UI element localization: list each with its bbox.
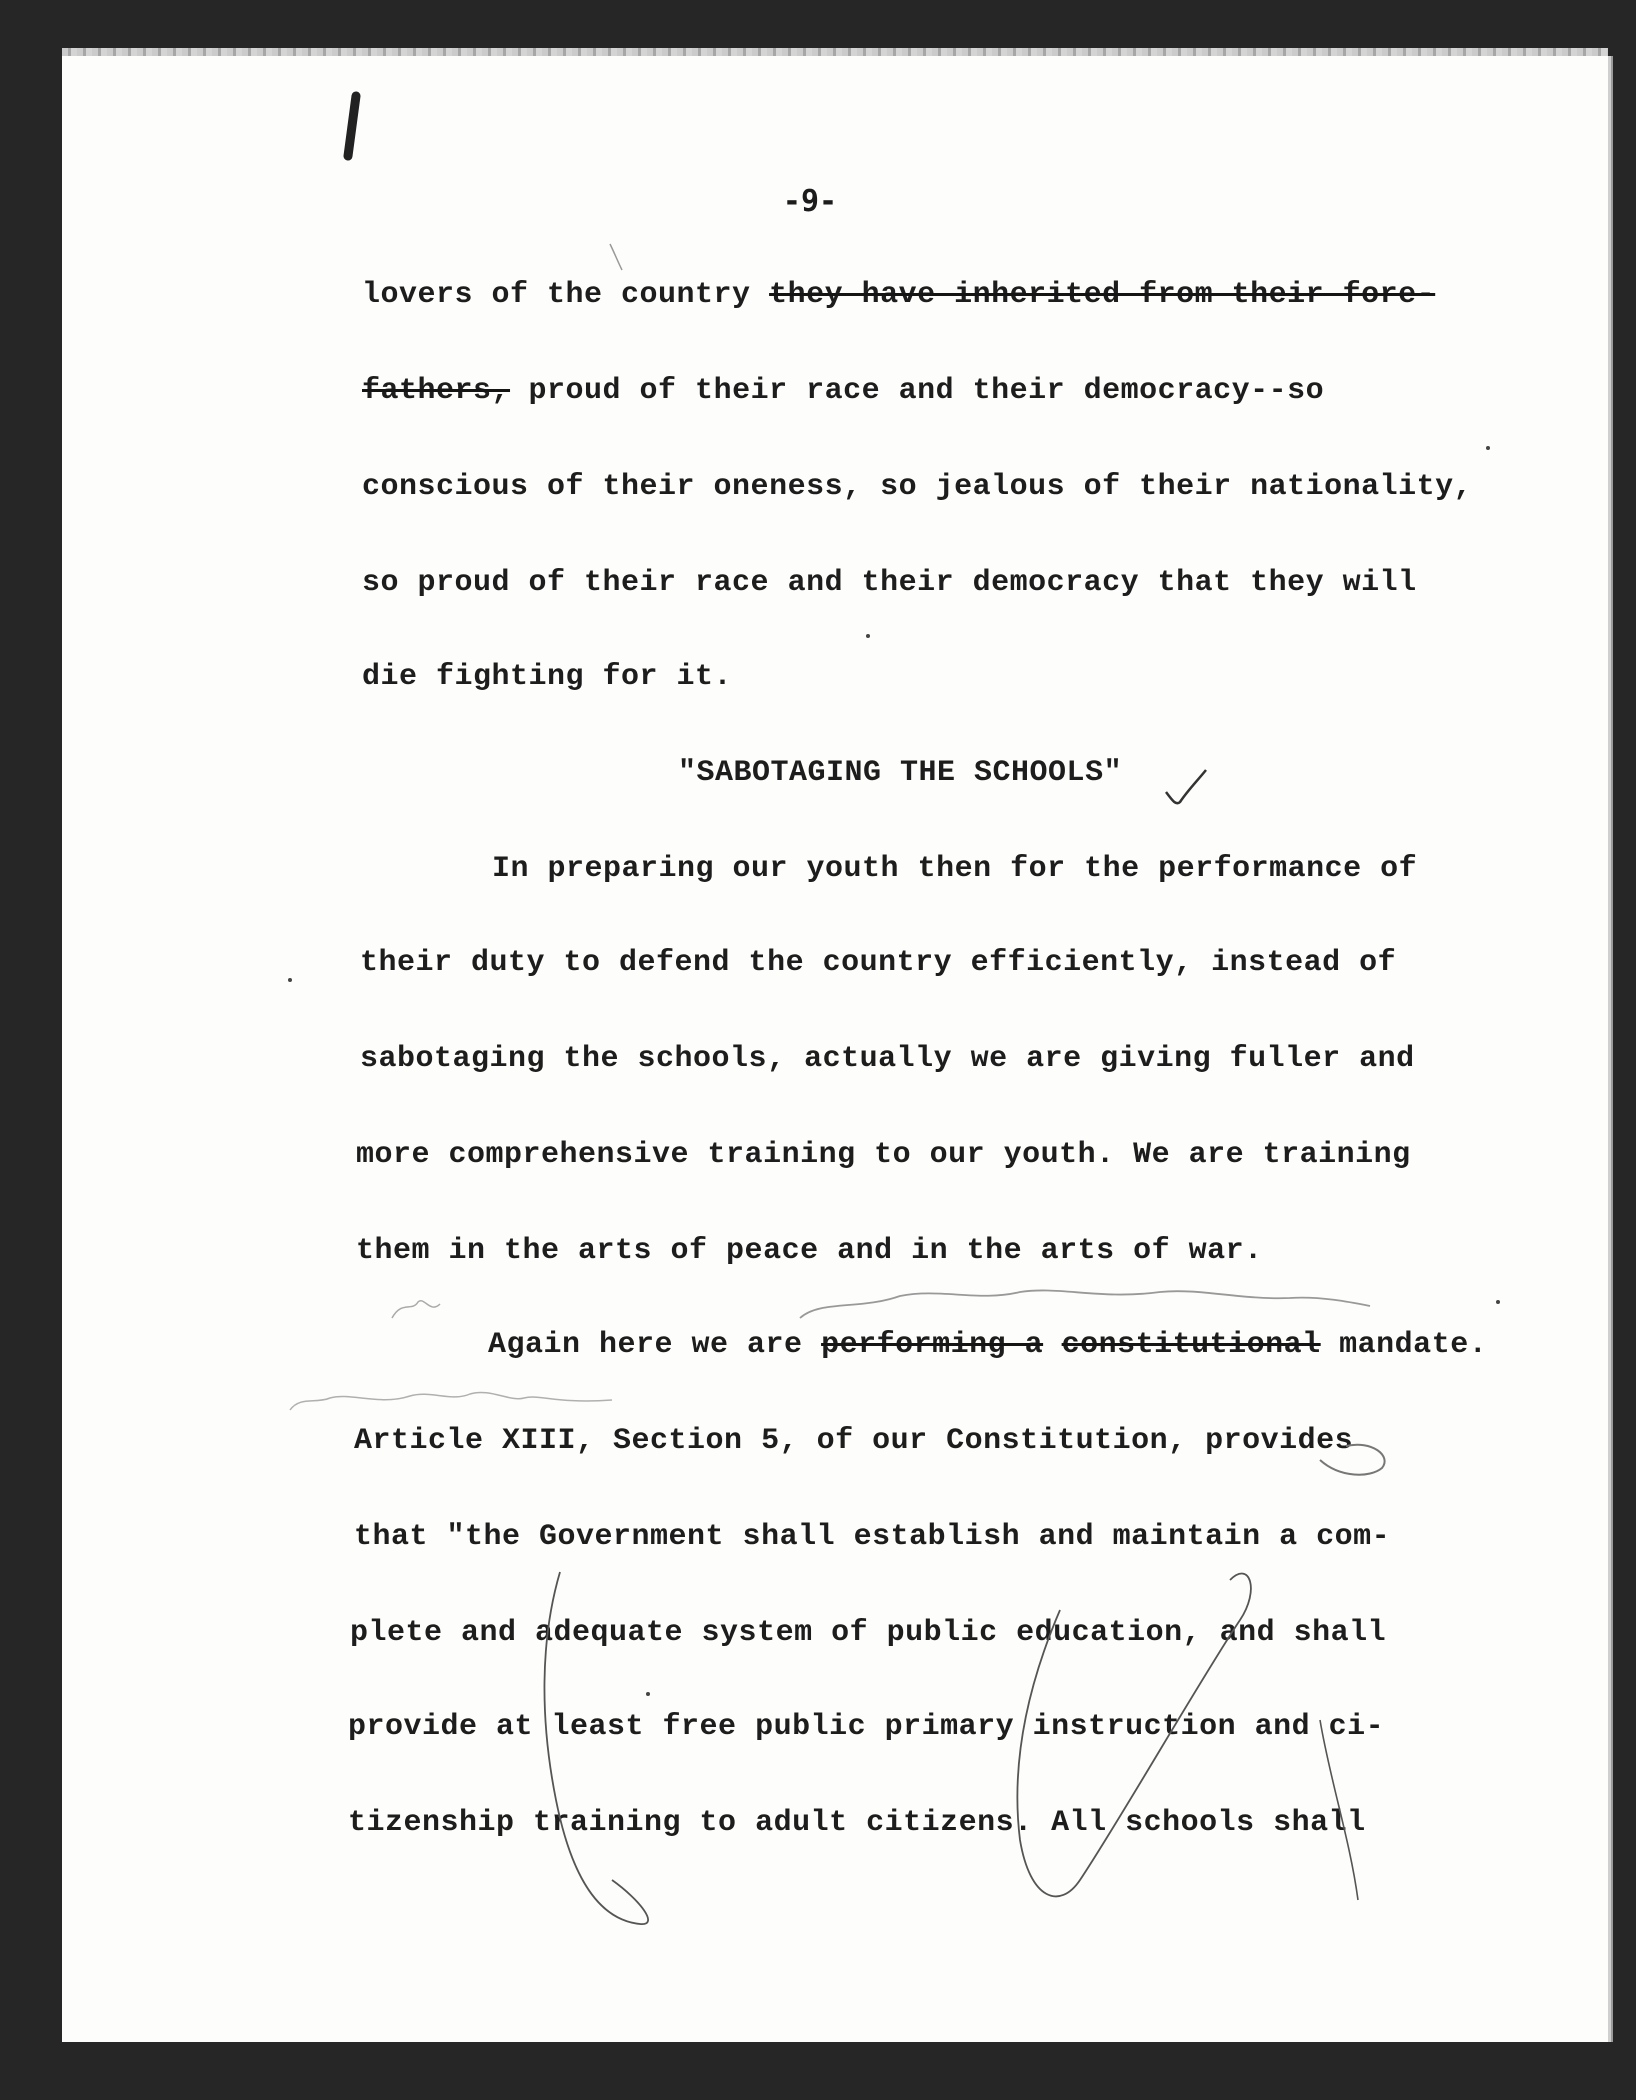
text-line-5: die fighting for it. xyxy=(362,660,733,694)
text-line-14: plete and adequate system of public education, and shall xyxy=(350,1616,1387,1650)
struck-text: constitutional xyxy=(1061,1328,1321,1362)
struck-text: fathers, xyxy=(362,374,511,408)
struck-text: performing a xyxy=(821,1328,1044,1362)
text-line-11 xyxy=(488,1328,1487,1362)
text-line-2-plain: proud of their race and their democracy--so xyxy=(510,374,1325,408)
text-line-11-space xyxy=(1043,1328,1062,1362)
page-number: -9- xyxy=(782,184,838,219)
text-line-9: more comprehensive training to our youth. We are training xyxy=(356,1138,1411,1172)
text-line-4: so proud of their race and their democracy that they will xyxy=(362,566,1417,600)
text-line-6: In preparing our youth then for the performance of xyxy=(492,852,1418,886)
text-line-11-end: mandate. xyxy=(1320,1328,1488,1362)
text-line-2 xyxy=(362,374,1324,408)
text-line-1-plain: lovers of the country xyxy=(362,278,770,312)
text-line-13: that "the Government shall establish and maintain a com- xyxy=(354,1520,1391,1554)
text-line-16: tizenship training to adult citizens. All schools shall xyxy=(348,1806,1366,1840)
text-line-8: sabotaging the schools, actually we are giving fuller and xyxy=(360,1042,1415,1076)
text-line-3: conscious of their oneness, so jealous of their nationality, xyxy=(362,470,1473,504)
text-line-12: Article XIII, Section 5, of our Constitution, provides xyxy=(354,1424,1354,1458)
text-line-11-plain: Again here we are xyxy=(488,1328,822,1362)
section-heading: "SABOTAGING THE SCHOOLS" xyxy=(678,756,1123,790)
text-line-1 xyxy=(362,278,1435,312)
text-line-15: provide at least free public primary instruction and ci- xyxy=(348,1710,1385,1744)
text-line-7: their duty to defend the country efficiently, instead of xyxy=(360,946,1397,980)
text-line-10: them in the arts of peace and in the arts of war. xyxy=(356,1234,1263,1268)
struck-text: they have inherited from their fore- xyxy=(769,278,1436,312)
